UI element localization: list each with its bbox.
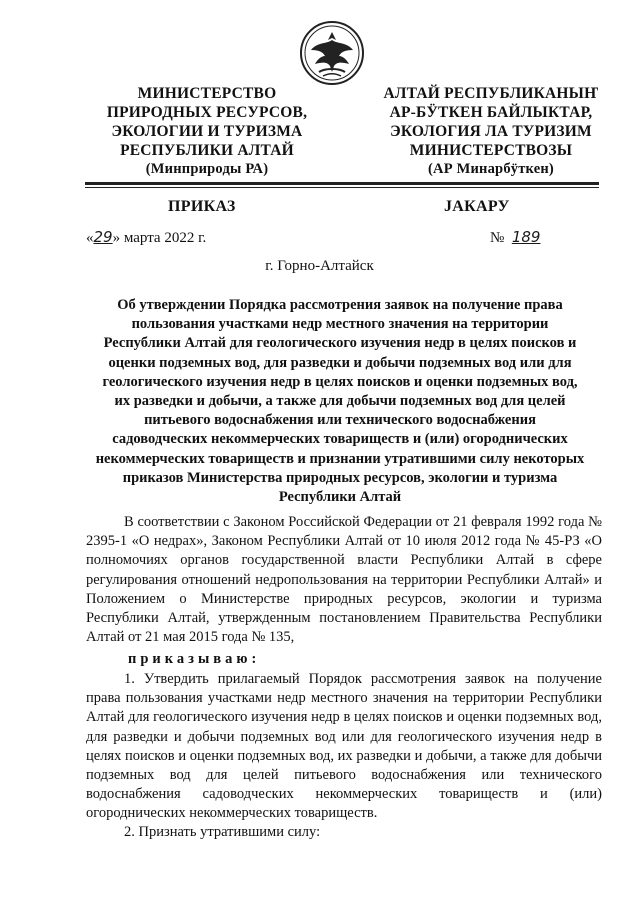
item-1-paragraph: 1. Утвердить прилагаемый Порядок рассмотрения заявок на получение права пользования участками недр местного значения на территории Республики Алтай для геологического изучения недр в целях поисков и оценки подземных вод, для разведки и добычи подземных вод или для геологического изучения недр в целях поисков и оценки подземных вод, их разведки и добычи, а также для добычи подземных вод для целей питьевого водоснабжения или технического водоснабжения садоводческих некоммерческих товариществ и (или) огороднических некоммерческих товариществ. [86, 671, 602, 822]
doc-number [490, 228, 540, 247]
title-line: Об утверждении Порядка рассмотрения заявок на получение права [117, 297, 563, 313]
title-line: пользования участками недр местного значения на территории [131, 316, 549, 333]
title-line: Республики Алтай для геологического изучения недр в целях поисков и [103, 335, 577, 352]
title-line: приказов Министерства природных ресурсов, экологии и туризма [122, 469, 558, 486]
title-line: оценки подземных вод, для разведки и добычи подземных вод или для [108, 354, 572, 371]
doc-type-alt: JАКАРУ [444, 198, 510, 215]
preamble-paragraph: В соответствии с Законом Российской Федерации от 21 февраля 1992 года № 2395-1 «О недрах», Законом Республики Алтай от 10 июля 2012 года № 45-РЗ «О полномочиях органов государственной власти Республики Алтай в сфере регулирования отношений недропользования на территории Республики Алтай» и Положением о Министерстве природных ресурсов, экологии и туризма Республики Алтай, утвержденным постановлением Правительства Республики Алтай от 21 мая 2015 года № 135, [86, 514, 602, 646]
ministry-alt-line: АР-БӰТКЕН БАЙЛЫКТАР, [389, 104, 593, 121]
number-prefix: № [490, 230, 505, 246]
order-word: приказываю: [128, 651, 261, 667]
item-2-paragraph: 2. Признать утратившими силу: [124, 824, 321, 840]
date-rest: » марта 2022 г. [112, 230, 207, 246]
header-divider-thin [85, 187, 599, 188]
doc-title [80, 296, 600, 507]
title-line: их разведки и добычи, а также для добычи подземных вод для целей [114, 393, 566, 410]
title-line: питьевого водоснабжения или технического водоснабжения [144, 412, 536, 429]
doc-city: г. Горно-Алтайск [265, 258, 374, 274]
number-handwritten: 189 [511, 228, 541, 246]
title-line: геологического изучения недр в целях поисков и оценки подземных вод, [102, 373, 578, 390]
ministry-ru-line: ЭКОЛОГИИ И ТУРИЗМА [111, 123, 303, 140]
ministry-name-ru [76, 84, 338, 179]
doc-type-ru: ПРИКАЗ [168, 198, 236, 215]
title-line: садоводческих некоммерческих товариществ и (или) огороднических [112, 431, 568, 448]
ministry-ru-line: МИНИСТЕРСТВО [137, 85, 277, 102]
ministry-alt-short: (АР Минарбӱткен) [428, 161, 554, 177]
ministry-alt-line: ЭКОЛОГИЯ ЛА ТУРИЗИМ [390, 123, 592, 140]
ministry-alt-line: АЛТАЙ РЕСПУБЛИКАНЫҤ [383, 85, 599, 102]
doc-date [86, 228, 206, 247]
title-line: Республики Алтай [278, 489, 402, 506]
altai-republic-emblem-icon [299, 20, 365, 86]
date-day-handwritten: 29 [93, 228, 113, 246]
ministry-ru-line: РЕСПУБЛИКИ АЛТАЙ [120, 142, 294, 159]
title-line: некоммерческих товариществ и признании утратившими силу некоторых [95, 450, 585, 467]
ministry-alt-line: МИНИСТЕРСТВОЗЫ [409, 142, 573, 159]
date-quote-open: « [86, 230, 94, 246]
ministry-ru-short: (Минприроды РА) [145, 161, 269, 177]
header-divider-thick [85, 182, 599, 185]
ministry-ru-line: ПРИРОДНЫХ РЕСУРСОВ, [106, 104, 308, 121]
ministry-name-alt [360, 84, 622, 179]
